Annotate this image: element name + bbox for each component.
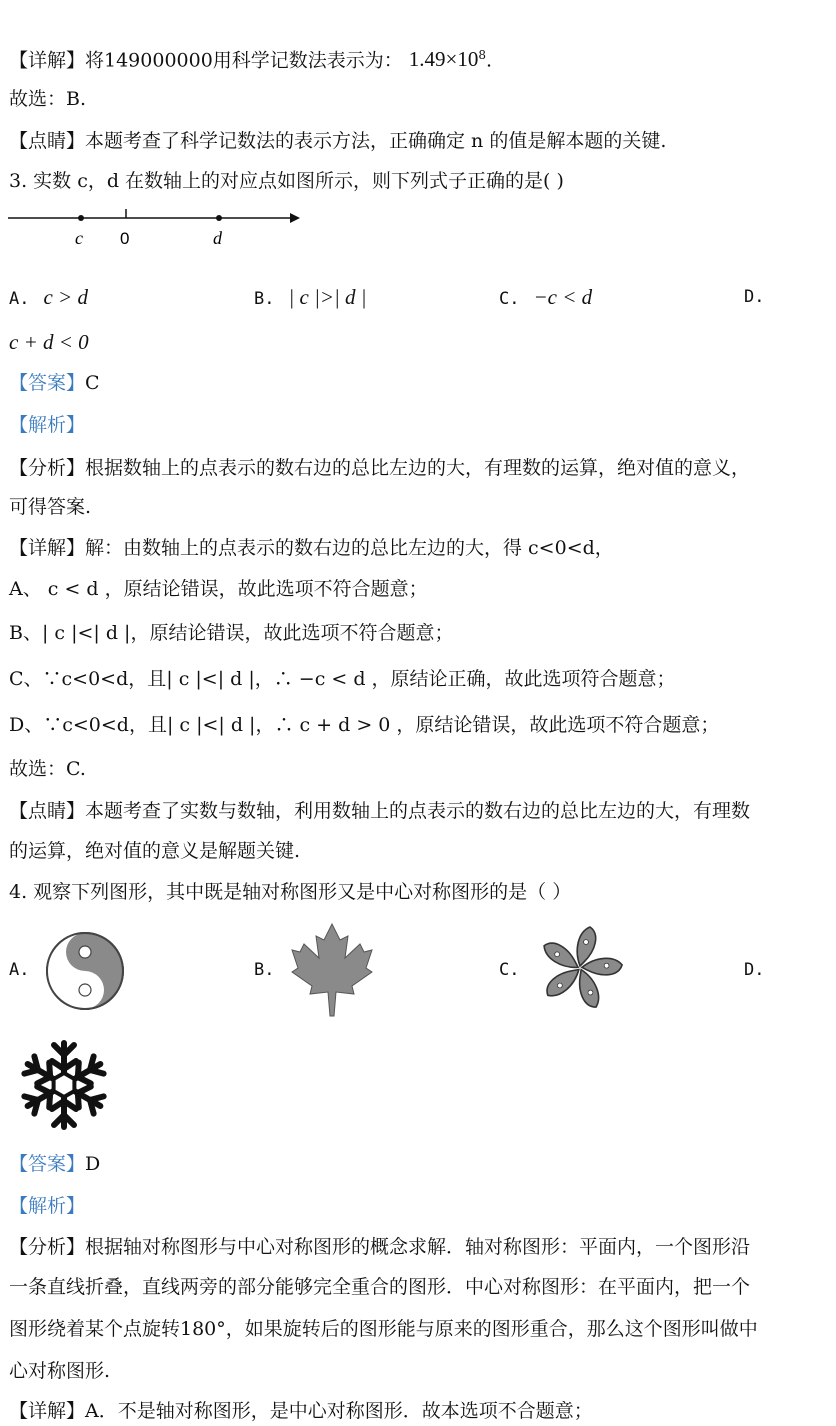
detail-option-d: D、∵c<0<d，且| c |<| d |，∴ c + d > 0 ，原结论错误，故此选项不符合题意；	[9, 714, 720, 736]
axis-label-d: d	[213, 228, 222, 248]
answer-value: D	[85, 1153, 101, 1175]
option-expression: −c < d	[533, 285, 593, 309]
yin-yang-icon	[44, 930, 126, 1012]
choice-line: 故选：C.	[9, 758, 86, 780]
axis-label-0: 0	[120, 229, 130, 248]
math-exponent: 8	[478, 48, 487, 62]
option-expression: c + d < 0	[9, 330, 89, 354]
option-b	[254, 284, 367, 312]
option-label: D.	[744, 960, 765, 980]
analysis-text-cont-2: 图形绕着某个点旋转180°，如果旋转后的图形能与原来的图形重合，那么这个图形叫做中	[9, 1318, 758, 1340]
math-expression: 1.49×10	[408, 47, 479, 72]
option-d	[744, 957, 778, 983]
bauhinia-flower-icon	[537, 924, 623, 1012]
analysis-text: 【分析】根据轴对称图形与中心对称图形的概念求解．轴对称图形：平面内，一个图形沿	[9, 1236, 751, 1258]
detail-line-scientific	[9, 42, 492, 73]
question-3: 3. 实数 c，d 在数轴上的对应点如图所示，则下列式子正确的是( )	[9, 170, 564, 192]
option-label: A.	[9, 289, 30, 309]
option-label: B.	[254, 289, 275, 309]
answer-line	[9, 370, 100, 396]
comment-line-cont: 的运算，绝对值的意义是解题关键.	[9, 840, 301, 862]
analysis-tag: 【解析】	[9, 1195, 86, 1217]
option-a	[9, 284, 88, 312]
option-b	[254, 957, 288, 983]
option-label: C.	[499, 289, 520, 309]
comment-line: 【点睛】本题考查了实数与数轴，利用数轴上的点表示的数右边的总比左边的大，有理数	[9, 800, 751, 822]
axis-label-c: c	[75, 228, 83, 248]
maple-leaf-icon	[290, 922, 374, 1018]
answer-tag: 【答案】	[9, 1153, 86, 1175]
period: .	[486, 49, 493, 72]
option-label: D.	[744, 287, 765, 307]
answer-line	[9, 1151, 100, 1177]
detail-option-b: B、| c |<| d |，原结论错误，故此选项不符合题意；	[9, 622, 454, 644]
option-a	[9, 957, 43, 983]
analysis-text-cont-3: 心对称图形.	[9, 1360, 111, 1382]
option-label: C.	[499, 960, 520, 980]
detail-option-c: C、∵c<0<d，且| c |<| d |，∴ −c < d ，原结论正确，故此选项符合题意；	[9, 668, 676, 690]
analysis-text-cont: 可得答案.	[9, 496, 92, 518]
option-expression: c > d	[43, 285, 88, 309]
comment-line: 【点睛】本题考查了科学记数法的表示方法，正确确定 n 的值是解本题的关键.	[9, 130, 667, 152]
answer-value: C	[85, 372, 100, 394]
choice-line: 故选：B.	[9, 88, 87, 110]
detail-text: 【详解】解：由数轴上的点表示的数右边的总比左边的大，得 c<0<d，	[9, 537, 614, 559]
option-label: A.	[9, 960, 30, 980]
detail-text: 【详解】将149000000用科学记数法表示为：	[9, 49, 403, 72]
number-line-figure	[8, 204, 308, 252]
analysis-tag: 【解析】	[9, 414, 86, 436]
snowflake-icon	[14, 1038, 114, 1132]
option-c	[499, 957, 533, 983]
option-c	[499, 284, 592, 312]
detail-option-a: 【详解】A．不是轴对称图形，是中心对称图形．故本选项不合题意；	[9, 1400, 593, 1422]
option-d	[744, 284, 778, 310]
detail-option-a: A、 c < d ，原结论错误，故此选项不符合题意；	[9, 578, 428, 600]
analysis-text-cont-1: 一条直线折叠，直线两旁的部分能够完全重合的图形．中心对称图形：在平面内，把一个	[9, 1276, 751, 1298]
analysis-text: 【分析】根据数轴上的点表示的数右边的总比左边的大，有理数的运算，绝对值的意义，	[9, 457, 751, 479]
option-label: B.	[254, 960, 275, 980]
answer-tag: 【答案】	[9, 372, 86, 394]
option-expression: | c |>| d |	[288, 285, 367, 309]
question-4: 4. 观察下列图形，其中既是轴对称图形又是中心对称图形的是（ ）	[9, 881, 572, 903]
option-d-expression-line	[9, 329, 89, 357]
